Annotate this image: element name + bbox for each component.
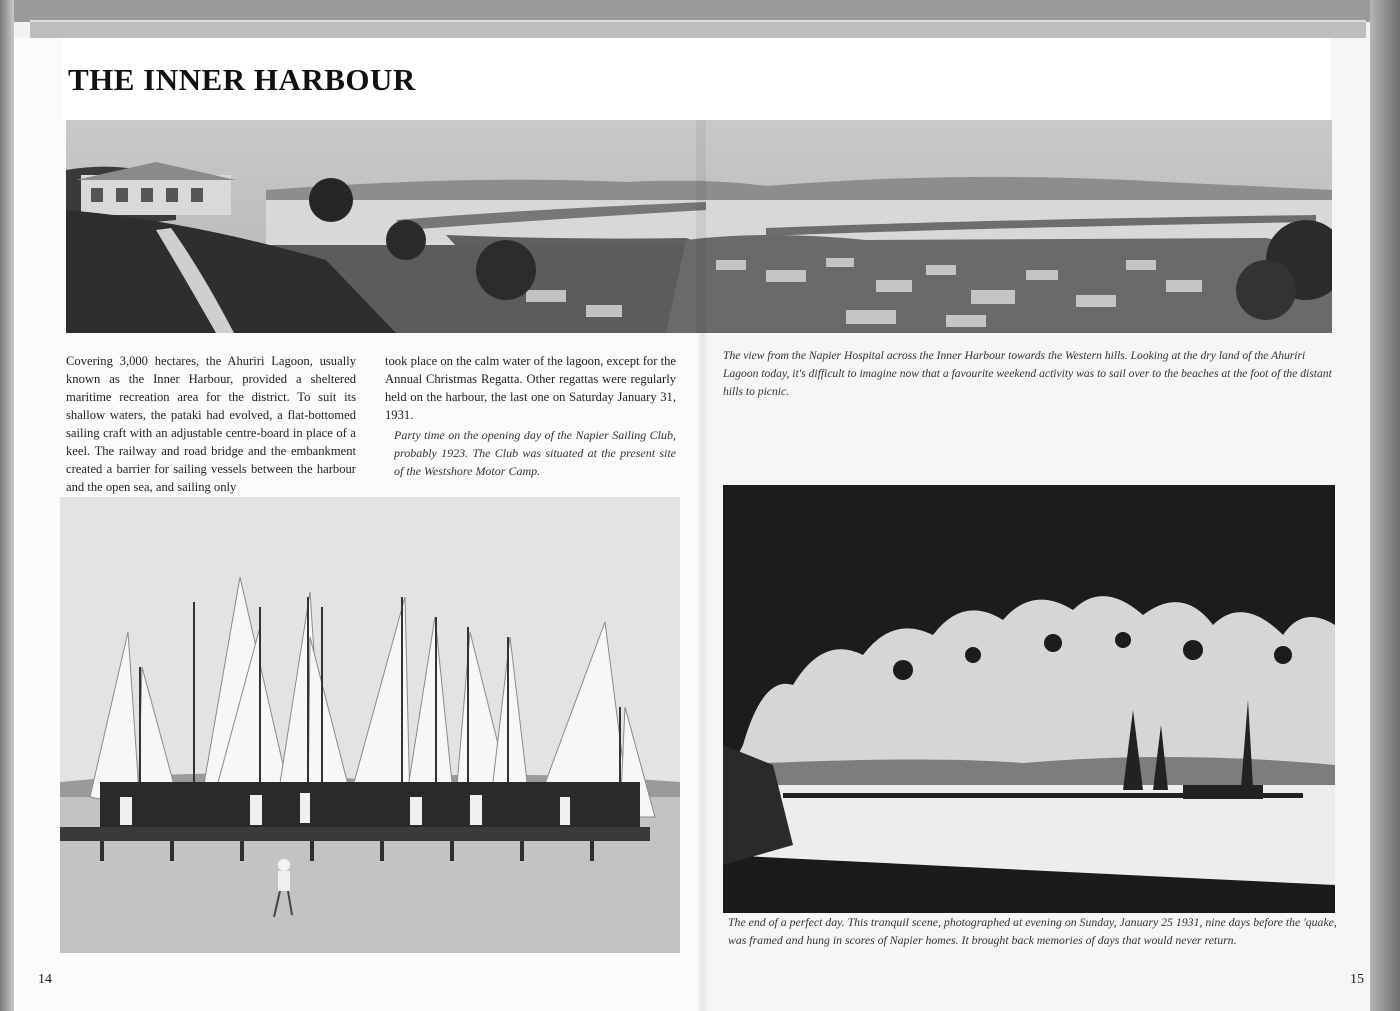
- body-text-column-2: took place on the calm water of the lagoon, except for the Annual Christmas Regatta. Other regattas were regularly held on the harbour, the last one on Saturday January 31, 1931.: [385, 354, 676, 422]
- frame-left-edge: [0, 0, 14, 1011]
- page-number-right: 15: [1350, 972, 1364, 987]
- harbour-panorama-photo: [66, 120, 1332, 333]
- evening-lagoon-photo: [723, 485, 1335, 913]
- frame-right-edge: [1370, 0, 1400, 1011]
- body-text-column-1: Covering 3,000 hectares, the Ahuriri Lagoon, usually known as the Inner Harbour, provided a sheltered maritime recreation area for the district. To suit its shallow waters, the pataki had evolved, a flat-bottomed sailing craft with an adjustable centre-board in place of a keel. The railway and road bridge and the embankment created a barrier for sailing vessels between the harbour and the open sea, and sailing only: [66, 354, 356, 494]
- sailing-club-photo: [60, 497, 680, 953]
- caption-harbour-view: The view from the Napier Hospital across the Inner Harbour towards the Western hills. Looking at the dry land of the Ahuriri Lagoon today, it's difficult to imagine now that a favourite weekend activity was to sail over to the beaches at the foot of the distant hills to picnic.: [723, 349, 1332, 398]
- page-number-left: 14: [38, 972, 52, 987]
- page-title: THE INNER HARBOUR: [68, 62, 416, 97]
- frame-top-edge: [0, 0, 1400, 22]
- caption-perfect-day: The end of a perfect day. This tranquil scene, photographed at evening on Sunday, January 25 1931, nine days before the 'quake, was framed and hung in scores of Napier homes. It brought back memories of days that would never return.: [728, 915, 1337, 947]
- caption-party-time: Party time on the opening day of the Napier Sailing Club, probably 1923. The Club was situated at the present site of the Westshore Motor Camp.: [394, 428, 676, 478]
